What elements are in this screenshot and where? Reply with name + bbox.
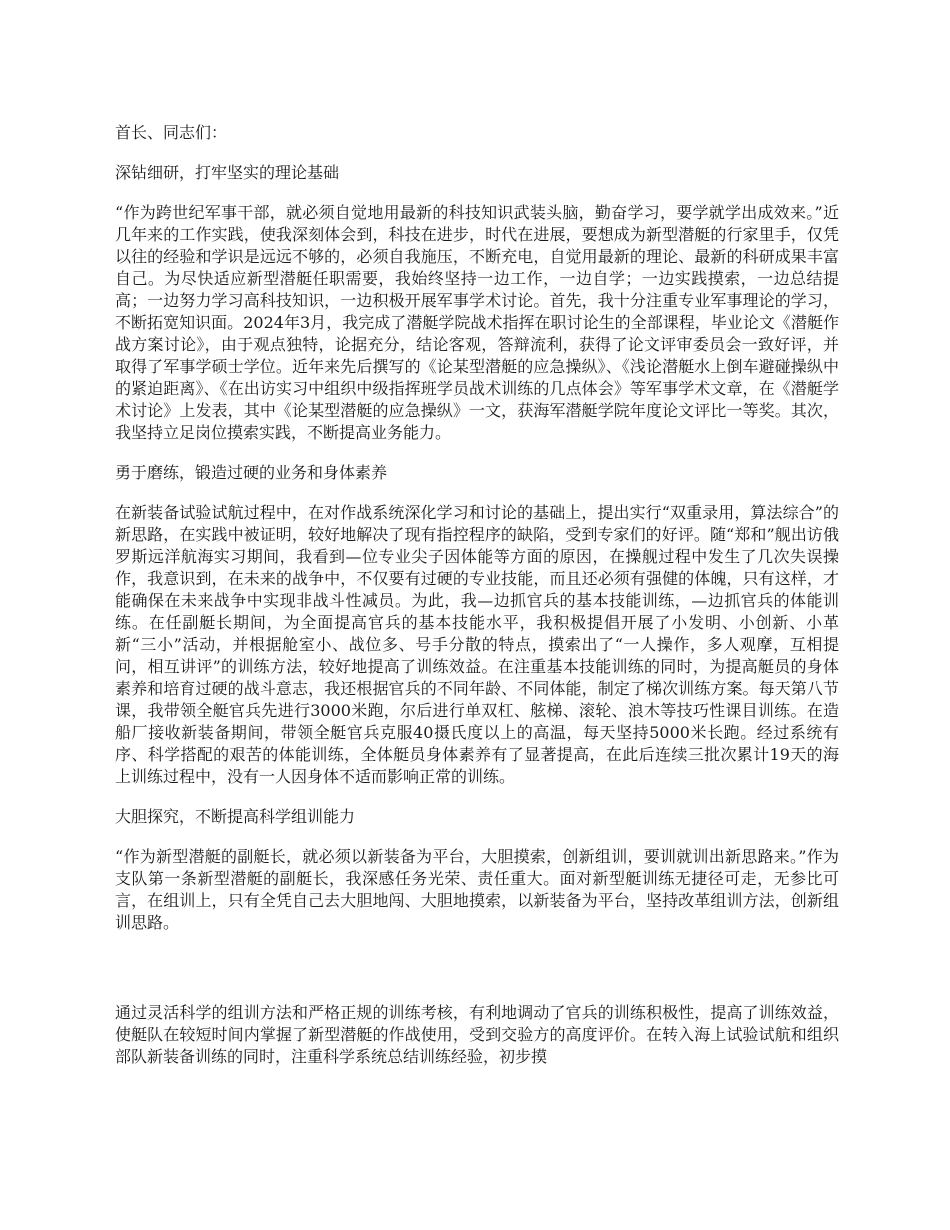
salutation: 首长、同志们： (115, 123, 228, 142)
section-heading-training: 勇于磨练，锻造过硬的业务和身体素养 (115, 463, 388, 482)
section-heading-theory: 深钻细研，打牢坚实的理论基础 (115, 163, 340, 182)
paragraph-exploration: “作为新型潜艇的副艇长，就必须以新装备为平台，大胆摸索，创新组训，要训就训出新思路来。”作为支队第一条新型潜艇的副艇长，我深感任务光荣、责任重大。面对新型艇训练无捷径可走，无参比可言，在组训上，只有全凭自己去大胆地闯、大胆地摸索，以新装备为平台，坚持改革组训方法，创新组训思路。 (115, 847, 839, 932)
paragraph-closing: 通过灵活科学的组训方法和严格正规的训练考核，有利地调动了官兵的训练积极性，提高了训练效益，使艇队在较短时间内掌握了新型潜艇的作战使用，受到交验方的高度评价。在转入海上试验试航和组织部队新装备训练的同时，注重科学系统总结训练经验，初步摸 (115, 1003, 839, 1066)
section-heading-exploration: 大胆探究，不断提高科学组训能力 (115, 807, 356, 826)
paragraph-theory: “作为跨世纪军事干部，就必须自觉地用最新的科技知识武装头脑，勤奋学习，要学就学出成效来。”近几年来的工作实践，使我深刻体会到，科技在进步，时代在进展，要想成为新型潜艇的行家里手，仅凭以往的经验和学识是远远不够的，必须自我施压，不断充电，自觉用最新的理论、最新的科研成果丰富自己。为尽快适应新型潜艇任职需要，我始终坚持一边工作，一边自学；一边实践摸索，一边总结提高；一边努力学习高科技知识，一边积极开展军事学术讨论。首先，我十分注重专业军事理论的学习，不断拓宽知识面。2024年3月，我完成了潜艇学院战术指挥在职讨论生的全部课程，毕业论文《潜艇作战方案讨论》，由于观点独特，论据充分，结论客观，答辩流利，获得了论文评审委员会一致好评，并取得了军事学硕士学位。近年来先后撰写的《论某型潜艇的应急操纵》、《浅论潜艇水上倒车避碰操纵中的紧迫距离》、《在出访实习中组织中级指挥班学员战术训练的几点体会》等军事学术文章，在《潜艇学术讨论》上发表，其中《论某型潜艇的应急操纵》一文，获海军潜艇学院年度论文评比一等奖。其次，我坚持立足岗位摸索实践，不断提高业务能力。 (115, 203, 839, 442)
document-body (115, 122, 839, 1086)
blank-spacer (115, 952, 839, 1002)
paragraph-training: 在新装备试验试航过程中，在对作战系统深化学习和讨论的基础上，提出实行“双重录用，算法综合”的新思路，在实践中被证明，较好地解决了现有指控程序的缺陷，受到专家们的好评。随“郑和”舰出访俄罗斯远洋航海实习期间，我看到—位专业尖子因体能等方面的原因，在操舰过程中发生了几次失误操作，我意识到，在未来的战争中，不仅要有过硬的专业技能，而且还必须有强健的体魄，只有这样，才能确保在未来战争中实现非战斗性减员。为此，我—边抓官兵的基本技能训练，—边抓官兵的体能训练。在任副艇长期间，为全面提高官兵的基本技能水平，我积极提倡开展了小发明、小创新、小革新“三小”活动，并根据舱室小、战位多、号手分散的特点，摸索出了“一人操作，多人观摩，互相提问，相互讲评”的训练方法，较好地提高了训练效益。在注重基本技能训练的同时，为提高艇员的身体素养和培育过硬的战斗意志，我还根据官兵的不同年龄、不同体能，制定了梯次训练方案。每天第八节课，我带领全艇官兵先进行3000米跑，尔后进行单双杠、舷梯、滚轮、浪木等技巧性课目训练。在造船厂接收新装备期间，带领全艇官兵克服40摄氏度以上的高温，每天坚持5000米长跑。经过系统有序、科学搭配的艰苦的体能训练，全体艇员身体素养有了显著提高，在此后连续三批次累计19天的海上训练过程中，没有一人因身体不适而影响正常的训练。 (115, 503, 839, 786)
